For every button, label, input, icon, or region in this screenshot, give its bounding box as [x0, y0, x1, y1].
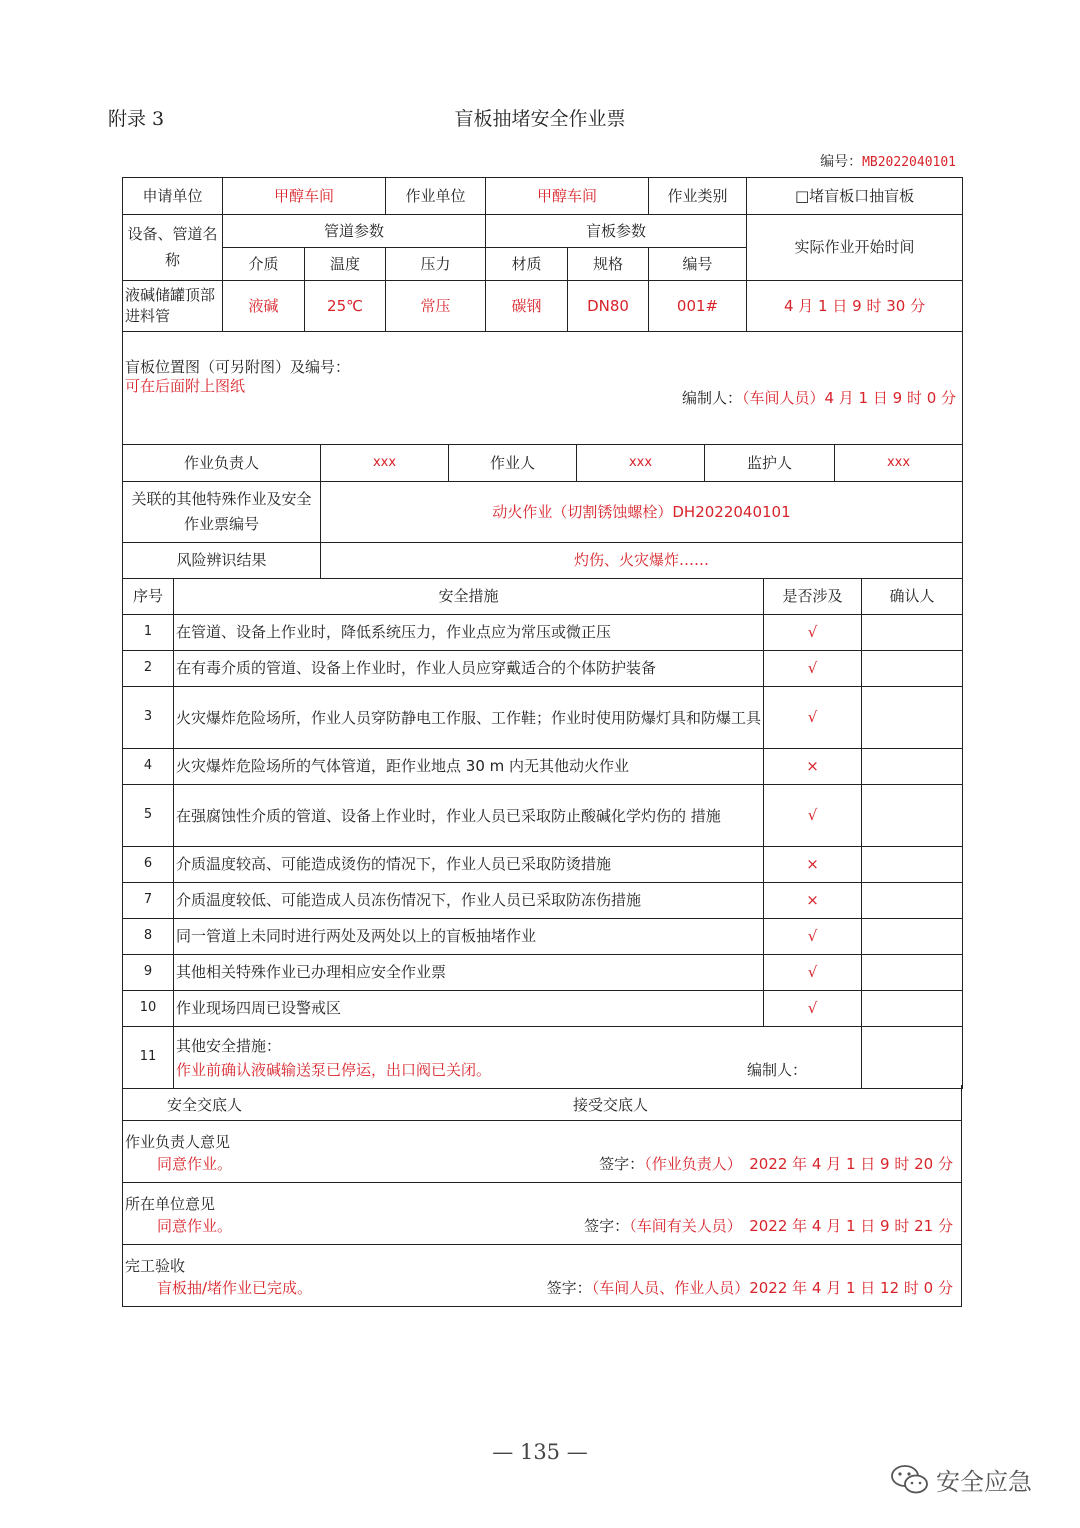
measure-text: 在管道、设备上作业时，降低系统压力，作业点应为常压或微正压: [174, 615, 764, 651]
temp-value: 25℃: [305, 281, 386, 332]
measure-no: 1: [123, 615, 174, 651]
leader-value: xxx: [321, 445, 449, 482]
confirmer-cell: [862, 749, 963, 785]
map-compiler-label: 编制人：: [681, 389, 742, 407]
leader-signature: [599, 1153, 953, 1174]
col-no-header: 序号: [123, 579, 174, 615]
completion-signature: [547, 1277, 953, 1298]
number-value: 001#: [649, 281, 747, 332]
handover-giver-label: 安全交底人: [167, 1096, 243, 1114]
unit-opinion-text: 同意作业。: [157, 1217, 233, 1235]
measure-no: 4: [123, 749, 174, 785]
confirmer-cell: [862, 991, 963, 1027]
spec-value: DN80: [568, 281, 649, 332]
involved-mark: ×: [764, 883, 862, 919]
involved-mark: √: [764, 955, 862, 991]
work-type-label: 作业类别: [649, 178, 747, 215]
col-involved-header: 是否涉及: [764, 579, 862, 615]
unit-sign-label: 签字：: [584, 1217, 630, 1235]
col-confirm-header: 确认人: [862, 579, 963, 615]
medium-value: 液碱: [223, 281, 305, 332]
work-unit-label: 作业单位: [386, 178, 486, 215]
handover-row: [122, 1085, 962, 1121]
handover-receiver-label: 接受交底人: [573, 1096, 649, 1114]
measure-row: [123, 615, 963, 651]
ticket-number: [820, 151, 956, 171]
measure-text: 在强腐蚀性介质的管道、设备上作业时，作业人员已采取防止酸碱化学灼伤的 措施: [174, 785, 764, 847]
measure-row: [123, 651, 963, 687]
measure-row: [123, 919, 963, 955]
equipment-label: 设备、管道名称: [123, 215, 223, 281]
blind-map-label: 盲板位置图（可另附图）及编号：: [125, 358, 351, 376]
measure-no: 3: [123, 687, 174, 749]
other-compiler-label: 编制人：: [746, 1061, 807, 1079]
unit-sign-value: （车间有关人员） 2022 年 4 月 1 日 9 时 21 分: [629, 1217, 953, 1235]
measure-no: 7: [123, 883, 174, 919]
unit-signature: [584, 1215, 953, 1236]
material-label: 材质: [486, 248, 568, 281]
start-time-value: 4 月 1 日 9 时 30 分: [747, 281, 963, 332]
medium-label: 介质: [223, 248, 305, 281]
measure-no: 2: [123, 651, 174, 687]
page-title: 盲板抽堵安全作业票: [454, 108, 626, 130]
completion-text: 盲板抽/堵作业已完成。: [157, 1279, 313, 1297]
page-number: — 135 —: [492, 1440, 588, 1464]
worker-label: 作业人: [449, 445, 577, 482]
related-work-value: 动火作业（切割锈蚀螺栓）DH2022040101: [321, 482, 963, 543]
measure-row: [123, 991, 963, 1027]
confirmer-cell: [862, 919, 963, 955]
completion-section: [122, 1245, 962, 1307]
other-measures-label: 其他安全措施：: [176, 1036, 282, 1055]
measure-no: 10: [123, 991, 174, 1027]
involved-mark: √: [764, 919, 862, 955]
completion-sign-value: （车间人员、作业人员）2022 年 4 月 1 日 12 时 0 分: [591, 1279, 953, 1297]
measure-text: 同一管道上未同时进行两处及两处以上的盲板抽堵作业: [174, 919, 764, 955]
pressure-value: 常压: [386, 281, 486, 332]
involved-mark: √: [764, 651, 862, 687]
measure-no: 5: [123, 785, 174, 847]
work-type-value: □堵盲板口抽盲板: [747, 178, 963, 215]
leader-opinion-label: 作业负责人意见: [125, 1133, 231, 1151]
measure-text: 火灾爆炸危险场所的气体管道，距作业地点 30 m 内无其他动火作业: [174, 749, 764, 785]
temp-label: 温度: [305, 248, 386, 281]
watermark-text: 安全应急: [936, 1468, 1032, 1496]
map-compiler: [682, 389, 956, 408]
pipe-params-label: 管道参数: [223, 215, 486, 248]
confirmer-cell: [862, 785, 963, 847]
completion-label: 完工验收: [125, 1257, 186, 1275]
apply-unit-label: 申请单位: [123, 178, 223, 215]
measure-text: 作业现场四周已设警戒区: [174, 991, 764, 1027]
number-label: 编号: [649, 248, 747, 281]
blind-params-label: 盲板参数: [486, 215, 747, 248]
measure-row: [123, 883, 963, 919]
measure-text: 介质温度较低、可能造成人员冻伤情况下，作业人员已采取防冻伤措施: [174, 883, 764, 919]
measure-no: 9: [123, 955, 174, 991]
material-value: 碳钢: [486, 281, 568, 332]
involved-mark: √: [764, 615, 862, 651]
pressure-label: 压力: [386, 248, 486, 281]
measure-row: [123, 955, 963, 991]
measure-text: 在有毒介质的管道、设备上作业时，作业人员应穿戴适合的个体防护装备: [174, 651, 764, 687]
confirmer-cell: [862, 847, 963, 883]
measure-row: [123, 847, 963, 883]
risk-label: 风险辨识结果: [123, 543, 321, 579]
other-measures-cell: [174, 1027, 862, 1089]
leader-opinion-text: 同意作业。: [157, 1155, 233, 1173]
confirmer-cell: [862, 1027, 963, 1089]
blind-map-cell: [123, 332, 963, 445]
measure-text: 介质温度较高、可能造成烫伤的情况下，作业人员已采取防烫措施: [174, 847, 764, 883]
info-table: [122, 177, 963, 445]
map-compiler-value: （车间人员）4 月 1 日 9 时 0 分: [741, 389, 957, 407]
guardian-value: xxx: [835, 445, 963, 482]
measure-row-other: [123, 1027, 963, 1089]
wechat-icon: [890, 1463, 930, 1497]
equipment-value: 液碱储罐顶部进料管: [123, 281, 223, 332]
unit-opinion-label: 所在单位意见: [125, 1195, 216, 1213]
confirmer-cell: [862, 615, 963, 651]
measure-row: [123, 687, 963, 749]
leader-label: 作业负责人: [123, 445, 321, 482]
involved-mark: √: [764, 991, 862, 1027]
measure-no: 11: [123, 1027, 174, 1089]
leader-opinion-section: [122, 1121, 962, 1183]
related-work-label: 关联的其他特殊作业及安全作业票编号: [123, 482, 321, 543]
worker-value: xxx: [577, 445, 705, 482]
measure-no: 8: [123, 919, 174, 955]
confirmer-cell: [862, 687, 963, 749]
confirmer-cell: [862, 883, 963, 919]
involved-mark: √: [764, 785, 862, 847]
work-unit-value: 甲醇车间: [486, 178, 649, 215]
unit-opinion-section: [122, 1183, 962, 1245]
involved-mark: ×: [764, 847, 862, 883]
guardian-label: 监护人: [705, 445, 835, 482]
confirmer-cell: [862, 955, 963, 991]
risk-value: 灼伤、火灾爆炸……: [321, 543, 963, 579]
other-measures-text: 作业前确认液碱输送泵已停运，出口阀已关闭。: [176, 1060, 492, 1079]
measures-table: [122, 578, 963, 1089]
people-table: [122, 444, 963, 579]
measure-row: [123, 785, 963, 847]
blind-map-note: 可在后面附上图纸: [125, 376, 246, 395]
leader-sign-value: （作业负责人） 2022 年 4 月 1 日 9 时 20 分: [644, 1155, 953, 1173]
ticket-number-label: 编号：: [820, 154, 863, 170]
measure-row: [123, 749, 963, 785]
involved-mark: ×: [764, 749, 862, 785]
ticket-number-value: MB2022040101: [862, 155, 956, 170]
appendix-label: 附录 3: [108, 108, 165, 130]
involved-mark: √: [764, 687, 862, 749]
completion-sign-label: 签字：: [546, 1279, 592, 1297]
confirmer-cell: [862, 651, 963, 687]
measure-no: 6: [123, 847, 174, 883]
watermark: [890, 1462, 1032, 1497]
apply-unit-value: 甲醇车间: [223, 178, 386, 215]
col-measure-header: 安全措施: [174, 579, 764, 615]
measure-text: 火灾爆炸危险场所，作业人员穿防静电工作服、工作鞋；作业时使用防爆灯具和防爆工具: [174, 687, 764, 749]
leader-sign-label: 签字：: [599, 1155, 645, 1173]
start-time-label: 实际作业开始时间: [747, 215, 963, 281]
spec-label: 规格: [568, 248, 649, 281]
measure-text: 其他相关特殊作业已办理相应安全作业票: [174, 955, 764, 991]
